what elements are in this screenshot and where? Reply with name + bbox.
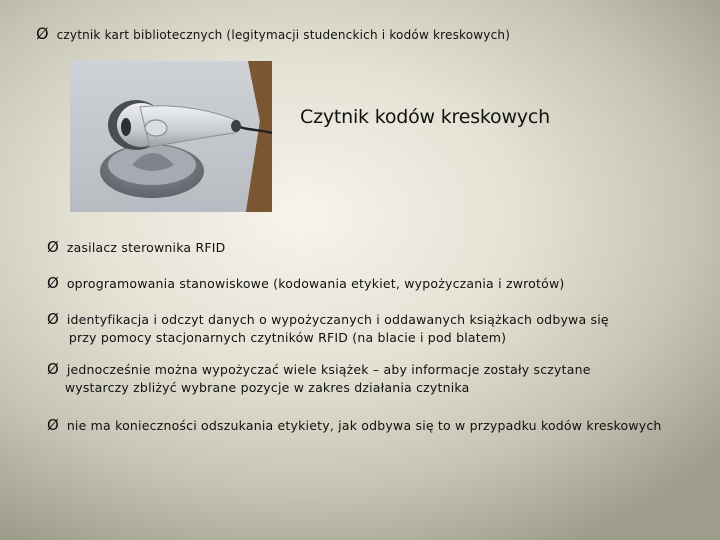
list-item bbox=[47, 361, 591, 397]
arrow-bullet-icon: Ø bbox=[47, 416, 59, 434]
list-item bbox=[47, 311, 609, 347]
photo-caption: Czytnik kodów kreskowych bbox=[300, 106, 550, 128]
intro-text: czytnik kart bibliotecznych (legitymacji studenckich i kodów kreskowych) bbox=[56, 28, 511, 42]
arrow-bullet-icon: Ø bbox=[47, 310, 59, 328]
list-item-text: oprogramowania stanowiskowe (kodowania etykiet, wypożyczania i zwrotów) bbox=[66, 276, 565, 291]
list-item-text-continued: przy pomocy stacjonarnych czytników RFID (na blacie i pod blatem) bbox=[68, 330, 507, 345]
intro-bullet bbox=[36, 26, 510, 44]
barcode-scanner-photo bbox=[70, 61, 272, 212]
barcode-scanner-image bbox=[70, 61, 272, 212]
list-item-text-continued: wystarczy zbliżyć wybrane pozycje w zakres działania czytnika bbox=[64, 380, 470, 395]
arrow-bullet-icon: Ø bbox=[47, 360, 59, 378]
arrow-bullet-icon: Ø bbox=[47, 274, 59, 292]
list-item bbox=[47, 417, 662, 435]
arrow-bullet-icon: Ø bbox=[47, 238, 59, 256]
list-item-text: identyfikacja i odczyt danych o wypożyczanych i oddawanych książkach odbywa się bbox=[66, 312, 609, 327]
list-item-text: nie ma konieczności odszukania etykiety, jak odbywa się to w przypadku kodów kreskowych bbox=[66, 418, 662, 433]
list-item-text: jednocześnie można wypożyczać wiele książek – aby informacje zostały sczytane bbox=[66, 362, 591, 377]
arrow-bullet-icon: Ø bbox=[36, 24, 49, 43]
list-item bbox=[47, 239, 225, 257]
list-item bbox=[47, 275, 564, 293]
list-item-text: zasilacz sterownika RFID bbox=[66, 240, 226, 255]
